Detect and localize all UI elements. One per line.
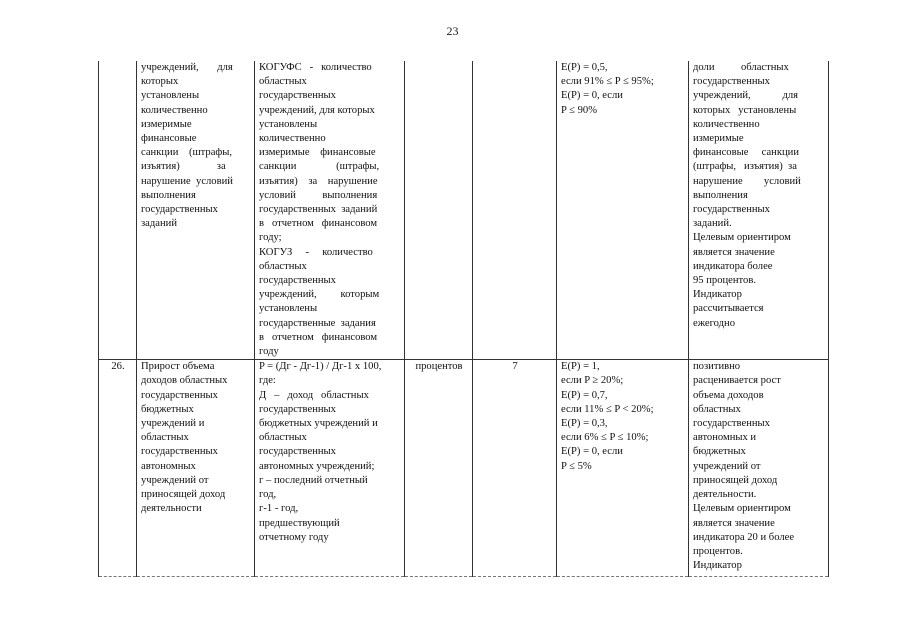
cell-text-line: 95 процентов. [693,275,756,287]
table-row [99,360,829,577]
cell-text-line: Целевым ориентиром [693,232,791,244]
cell-text-line: г-1 - год, [259,503,299,515]
cell-text-line: финансовые санкции [693,147,799,159]
cell-text-line: КОГУЗ - количество [259,246,373,258]
cell-text-line: государственных [259,275,336,287]
cell-text-line: индикатора 20 и более [693,531,795,543]
cell-text-line: доли областных [693,62,789,73]
cell-text-line: индикатора более [693,260,773,272]
cell-text-line: если 91% ≤ P ≤ 95%; [561,76,654,88]
cell-text-line: областных [141,432,189,444]
cell-text-line: Д – доход областных [259,389,369,401]
cell-text-line: E(P) = 1, [561,361,600,373]
cell-text-line: где: [259,375,276,387]
cell-text-line: ежегодно [693,317,736,329]
cell-text-line: изъятия) за [141,161,226,173]
cell-text-line: в отчетном финансовом [259,218,378,230]
cell-text-line: условий выполнения [259,189,378,201]
cell-text-line: деятельности. [693,489,757,501]
cell-text-line: учреждений, для [141,62,233,73]
cell-text-line: изъятия) за нарушение [259,175,378,187]
cell-text-line: областных [259,260,307,272]
cell-text-line: государственных [693,204,770,216]
cell-text-line: Прирост объема [141,361,215,373]
cell-text-line: если 6% ≤ P ≤ 10%; [561,432,649,444]
cell-text-line: государственных [693,76,770,88]
cell-text-line: установлены [259,303,318,315]
cell-text-line: является значение [693,246,775,258]
comment-cell [689,61,829,360]
formula-cell [255,61,405,360]
indicator-name-cell [137,360,255,577]
cell-text-line: отчетному году [259,531,329,543]
cell-text-line: выполнения [141,189,196,201]
cell-text-line: учреждений от [141,474,209,486]
cell-text-line: в отчетном финансовом [259,331,378,343]
cell-text-line: E(P) = 0, если [561,446,623,458]
cell-text-line: которых установлены [693,104,797,116]
table-row [99,61,829,360]
cell-text-line: учреждений и [141,418,205,430]
comment-cell [689,360,829,577]
cell-text-line: объема доходов [693,389,764,401]
cell-text-line: измеримые [693,133,744,145]
cell-text-line: расценивается рост [693,375,781,387]
cell-text-line: E(P) = 0,7, [561,389,608,401]
cell-text-line: P = (Дг - Дг-1) / Дг-1 х 100, [259,361,382,373]
cell-text-line: государственных [259,403,336,415]
cell-text-line: является значение [693,517,775,529]
weight-cell [473,61,557,360]
cell-text-line: которых [141,76,179,88]
cell-text-line: учреждений, которым [259,289,380,301]
cell-text-line: P ≤ 90% [561,104,598,116]
cell-text-line: государственных [259,90,336,102]
cell-text-line: автономных учреждений; [259,460,375,472]
unit-cell [405,61,473,360]
cell-text-line: деятельности [141,503,202,515]
cell-text-line: нарушение условий [693,175,801,187]
cell-text-line: Индикатор [693,289,742,301]
cell-text-line: позитивно [693,361,741,373]
cell-text-line: году [259,346,279,358]
row-number-cell [99,61,137,360]
cell-text-line: г – последний отчетный [259,474,368,486]
cell-text-line: бюджетных [141,403,194,415]
cell-text-line: государственных [141,204,218,216]
cell-text-line: количественно [141,104,208,116]
indicator-name-cell [137,61,255,360]
cell-text-line: установлены [259,118,318,130]
cell-text-line: если P ≥ 20%; [561,375,624,387]
cell-text-line: измеримые финансовые [259,147,376,159]
cell-text-line: государственных [141,446,218,458]
cell-text-line: доходов областных [141,375,228,387]
cell-text-line: E(P) = 0, если [561,90,623,102]
cell-text-line: приносящей доход [141,489,226,501]
cell-text-line: бюджетных учреждений и [259,418,378,430]
cell-text-line: государственных [259,446,336,458]
cell-text-line: году; [259,232,282,244]
cell-text-line: E(P) = 0,5, [561,62,608,73]
cell-text-line: процентов. [693,545,743,557]
cell-text-line: установлены [141,90,200,102]
evaluation-cell [557,61,689,360]
cell-text-line: выполнения [693,189,748,201]
cell-text-line: заданий [141,218,177,230]
weight-cell: 7 [473,360,557,577]
cell-text-line: автономных и [693,432,757,444]
row-number-cell: 26. [99,360,137,577]
cell-text-line: областных [259,432,307,444]
cell-text-line: год, [259,489,277,501]
cell-text-line: финансовые [141,133,197,145]
cell-text-line: измеримые [141,118,192,130]
cell-text-line: бюджетных [693,446,746,458]
cell-text-line: Целевым ориентиром [693,503,791,515]
cell-text-line: государственные задания [259,317,376,329]
cell-text-line: государственных [141,389,218,401]
cell-text-line: государственных заданий [259,204,378,216]
evaluation-cell [557,360,689,577]
cell-text-line: учреждений, для которых [259,104,375,116]
cell-text-line: санкции (штрафы, [259,161,380,173]
cell-text-line: Индикатор [693,560,742,572]
page-number: 23 [446,24,459,38]
cell-text-line: областных [693,403,741,415]
cell-text-line: нарушение условий [141,175,233,187]
cell-text-line: государственных [693,418,770,430]
cell-text-line: P ≤ 5% [561,460,592,472]
cell-text-line: (штрафы, изъятия) за [693,161,797,173]
cell-text-line: заданий. [693,218,732,230]
cell-text-line: рассчитывается [693,303,764,315]
unit-cell: процентов [405,360,473,577]
cell-text-line: количественно [259,133,326,145]
cell-text-line: если 11% ≤ P < 20%; [561,403,654,415]
cell-text-line: областных [259,76,307,88]
cell-text-line: КОГУФС - количество [259,62,372,73]
cell-text-line: учреждений, для [693,90,799,102]
cell-text-line: санкции (штрафы, [141,147,233,159]
cell-text-line: учреждений от [693,460,761,472]
cell-text-line: количественно [693,118,760,130]
formula-cell [255,360,405,577]
cell-text-line: предшествующий [259,517,340,529]
cell-text-line: автономных [141,460,196,472]
cell-text-line: E(P) = 0,3, [561,418,608,430]
indicator-table [98,61,829,577]
cell-text-line: приносящей доход [693,474,778,486]
